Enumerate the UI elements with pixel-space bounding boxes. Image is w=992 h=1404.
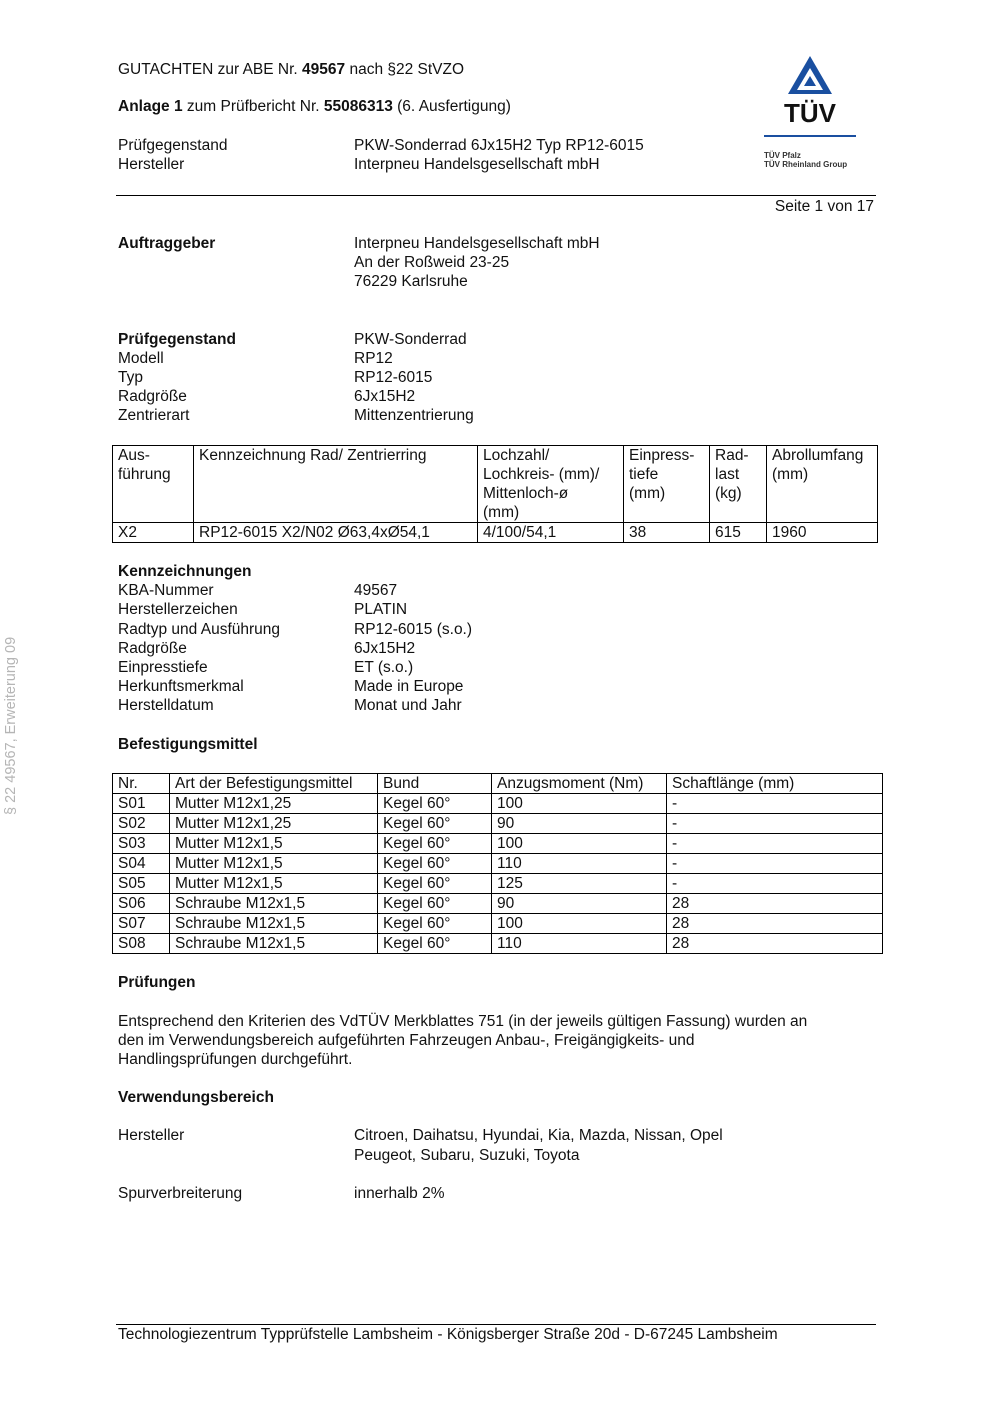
table-cell: 28 bbox=[667, 934, 883, 954]
table-row bbox=[113, 894, 883, 914]
table-header-cell: Einpress- tiefe (mm) bbox=[624, 446, 710, 523]
pruefgegenstand-detail-row bbox=[118, 406, 878, 425]
table-row bbox=[113, 934, 883, 954]
auftraggeber-row bbox=[118, 234, 878, 253]
pruefgegenstand-detail-row bbox=[118, 387, 878, 406]
spurverbreiterung-value: innerhalb 2% bbox=[354, 1185, 445, 1202]
table-cell: Kegel 60° bbox=[378, 894, 492, 914]
table-cell: Kegel 60° bbox=[378, 794, 492, 814]
verwendung-title: Verwendungsbereich bbox=[118, 1089, 274, 1106]
table-cell: Kegel 60° bbox=[378, 854, 492, 874]
table-cell: 90 bbox=[492, 894, 667, 914]
table-header-cell: Art der Befestigungsmittel bbox=[170, 774, 378, 794]
table-cell: X2 bbox=[113, 523, 194, 543]
kennzeichnung-label: Herkunftsmerkmal bbox=[118, 678, 244, 695]
table-cell: Kegel 60° bbox=[378, 934, 492, 954]
kennzeichnung-value: Monat und Jahr bbox=[354, 697, 462, 714]
detail-value: RP12 bbox=[354, 350, 393, 367]
field-value: Interpneu Handelsgesellschaft mbH bbox=[354, 156, 600, 173]
table-header-cell: Lochzahl/ Lochkreis- (mm)/ Mittenloch-ø (mm) bbox=[478, 446, 624, 523]
table-cell: Mutter M12x1,25 bbox=[170, 814, 378, 834]
kennzeichnungen-title: Kennzeichnungen bbox=[118, 563, 252, 580]
table-cell: 125 bbox=[492, 874, 667, 894]
kennzeichnung-row bbox=[118, 696, 878, 715]
table-cell: S07 bbox=[113, 914, 170, 934]
table-cell: Kegel 60° bbox=[378, 914, 492, 934]
auftraggeber-line: Interpneu Handelsgesellschaft mbH bbox=[354, 235, 600, 252]
table-row bbox=[113, 814, 883, 834]
kennzeichnung-label: KBA-Nummer bbox=[118, 582, 214, 599]
table-header-row bbox=[113, 446, 878, 523]
pruefgegenstand-label: Prüfgegenstand bbox=[118, 331, 236, 348]
hersteller-value: Peugeot, Subaru, Suzuki, Toyota bbox=[354, 1147, 580, 1164]
table-header-cell: Nr. bbox=[113, 774, 170, 794]
pruefbericht-number: 55086313 bbox=[323, 98, 393, 115]
table-cell: - bbox=[667, 814, 883, 834]
table-cell: - bbox=[667, 794, 883, 814]
kennzeichnung-value: 6Jx15H2 bbox=[354, 640, 416, 657]
detail-label: Modell bbox=[118, 350, 164, 367]
table-row bbox=[113, 794, 883, 814]
detail-value: Mittenzentrierung bbox=[354, 407, 474, 424]
field-label: Hersteller bbox=[118, 156, 185, 173]
table-cell: Kegel 60° bbox=[378, 814, 492, 834]
kennzeichnung-label: Einpresstiefe bbox=[118, 659, 208, 676]
table-cell: RP12-6015 X2/N02 Ø63,4xØ54,1 bbox=[194, 523, 478, 543]
pruefungen-text-line: Entsprechend den Kriterien des VdTÜV Merkblattes 751 (in der jeweils gültigen Fassung) wurden an bbox=[118, 1013, 808, 1030]
logo-text: TÜV bbox=[784, 98, 836, 128]
logo-rule bbox=[764, 135, 856, 137]
spurverbreiterung-label: Spurverbreiterung bbox=[118, 1185, 243, 1202]
pruefgegenstand-detail-row bbox=[118, 349, 878, 368]
table-cell: - bbox=[667, 874, 883, 894]
footer-address: Technologiezentrum Typprüfstelle Lambsheim - Königsberger Straße 20d - D-67245 Lambsheim bbox=[118, 1326, 778, 1343]
pruefgegenstand-row bbox=[118, 330, 878, 349]
wheel-table bbox=[112, 445, 878, 543]
logo-sub-pfalz: TÜV Pfalz bbox=[764, 151, 801, 160]
table-header-cell: Rad- last (kg) bbox=[710, 446, 767, 523]
table-cell: Mutter M12x1,5 bbox=[170, 854, 378, 874]
kennzeichnung-row bbox=[118, 658, 878, 677]
kennzeichnung-row bbox=[118, 620, 878, 639]
table-cell: Kegel 60° bbox=[378, 874, 492, 894]
pruefungen-text-line: den im Verwendungsbereich aufgeführten Fahrzeugen Anbau-, Freigängigkeits- und bbox=[118, 1032, 695, 1049]
kennzeichnung-value: ET (s.o.) bbox=[354, 659, 414, 676]
table-cell: 4/100/54,1 bbox=[478, 523, 624, 543]
table-header-cell: Abrollumfang (mm) bbox=[767, 446, 878, 523]
table-cell: - bbox=[667, 834, 883, 854]
kennzeichnung-label: Herstelldatum bbox=[118, 697, 214, 714]
detail-label: Typ bbox=[118, 369, 143, 386]
table-cell: S03 bbox=[113, 834, 170, 854]
verwendung-hersteller-row bbox=[118, 1126, 878, 1145]
table-header-cell: Bund bbox=[378, 774, 492, 794]
kennzeichnung-row bbox=[118, 600, 878, 619]
table-header-cell: Aus- führung bbox=[113, 446, 194, 523]
table-cell: 100 bbox=[492, 914, 667, 934]
anlage-mid: zum Prüfbericht Nr. bbox=[182, 98, 324, 115]
table-cell: S08 bbox=[113, 934, 170, 954]
table-cell: S06 bbox=[113, 894, 170, 914]
table-cell: Schraube M12x1,5 bbox=[170, 934, 378, 954]
kennzeichnung-label: Herstellerzeichen bbox=[118, 601, 238, 618]
detail-label: Radgröße bbox=[118, 388, 187, 405]
abe-number: 49567 bbox=[302, 61, 346, 78]
table-header-row bbox=[113, 774, 883, 794]
field-value: PKW-Sonderrad 6Jx15H2 Typ RP12-6015 bbox=[354, 137, 644, 154]
pruefgegenstand-value: PKW-Sonderrad bbox=[354, 331, 467, 348]
kennzeichnung-row bbox=[118, 581, 878, 600]
table-cell: S01 bbox=[113, 794, 170, 814]
ausfertigung-text: (6. Ausfertigung) bbox=[392, 98, 511, 115]
auftraggeber-line: 76229 Karlsruhe bbox=[354, 273, 468, 290]
table-cell: 100 bbox=[492, 834, 667, 854]
field-label: Prüfgegenstand bbox=[118, 137, 228, 154]
table-cell: S02 bbox=[113, 814, 170, 834]
detail-value: RP12-6015 bbox=[354, 369, 433, 386]
tuev-triangle-icon bbox=[760, 52, 860, 132]
header-title-prefix: GUTACHTEN zur ABE Nr. bbox=[118, 61, 303, 78]
table-cell: Mutter M12x1,5 bbox=[170, 874, 378, 894]
kennzeichnung-value: Made in Europe bbox=[354, 678, 464, 695]
table-row bbox=[113, 914, 883, 934]
page-number: Seite 1 von 17 bbox=[774, 198, 874, 215]
detail-label: Zentrierart bbox=[118, 407, 190, 424]
kennzeichnung-value: PLATIN bbox=[354, 601, 408, 618]
header-divider bbox=[116, 195, 876, 196]
kennzeichnung-row bbox=[118, 639, 878, 658]
table-cell: - bbox=[667, 854, 883, 874]
table-row bbox=[113, 523, 878, 543]
anlage-label: Anlage 1 bbox=[118, 98, 183, 115]
table-cell: 615 bbox=[710, 523, 767, 543]
kennzeichnung-value: 49567 bbox=[354, 582, 398, 599]
hersteller-label: Hersteller bbox=[118, 1127, 185, 1144]
table-row bbox=[113, 854, 883, 874]
pruefgegenstand-detail-row bbox=[118, 368, 878, 387]
detail-value: 6Jx15H2 bbox=[354, 388, 416, 405]
table-row bbox=[113, 874, 883, 894]
header-title-suffix: nach §22 StVZO bbox=[345, 61, 465, 78]
table-cell: Mutter M12x1,25 bbox=[170, 794, 378, 814]
pruefungen-title: Prüfungen bbox=[118, 974, 196, 991]
auftraggeber-line: An der Roßweid 23-25 bbox=[354, 254, 510, 271]
table-header-cell: Schaftlänge (mm) bbox=[667, 774, 883, 794]
kennzeichnung-label: Radgröße bbox=[118, 640, 187, 657]
pruefungen-text-line: Handlingsprüfungen durchgeführt. bbox=[118, 1051, 353, 1068]
table-cell: 100 bbox=[492, 794, 667, 814]
tuev-logo bbox=[760, 52, 860, 169]
table-cell: S04 bbox=[113, 854, 170, 874]
table-cell: Mutter M12x1,5 bbox=[170, 834, 378, 854]
table-cell: 110 bbox=[492, 854, 667, 874]
table-cell: 90 bbox=[492, 814, 667, 834]
table-header-cell: Anzugsmoment (Nm) bbox=[492, 774, 667, 794]
kennzeichnung-value: RP12-6015 (s.o.) bbox=[354, 621, 473, 638]
table-cell: Schraube M12x1,5 bbox=[170, 894, 378, 914]
table-cell: 110 bbox=[492, 934, 667, 954]
header-line-2 bbox=[118, 97, 511, 116]
table-cell: S05 bbox=[113, 874, 170, 894]
table-cell: 28 bbox=[667, 894, 883, 914]
table-row bbox=[113, 834, 883, 854]
table-cell: Kegel 60° bbox=[378, 834, 492, 854]
logo-sub-group: TÜV Rheinland Group bbox=[764, 160, 848, 169]
table-cell: 1960 bbox=[767, 523, 878, 543]
hersteller-value: Citroen, Daihatsu, Hyundai, Kia, Mazda, Nissan, Opel bbox=[354, 1127, 723, 1144]
kennzeichnung-row bbox=[118, 677, 878, 696]
befestigung-title: Befestigungsmittel bbox=[118, 736, 258, 753]
side-watermark-text: § 22 49567, Erweiterung 09 bbox=[3, 636, 19, 815]
table-cell: Schraube M12x1,5 bbox=[170, 914, 378, 934]
befestigung-table bbox=[112, 773, 883, 954]
header-line-1 bbox=[118, 60, 464, 79]
kennzeichnung-label: Radtyp und Ausführung bbox=[118, 621, 281, 638]
spurverbreiterung-row bbox=[118, 1184, 878, 1203]
table-header-cell: Kennzeichnung Rad/ Zentrierring bbox=[194, 446, 478, 523]
table-cell: 38 bbox=[624, 523, 710, 543]
table-cell: 28 bbox=[667, 914, 883, 934]
auftraggeber-label: Auftraggeber bbox=[118, 235, 216, 252]
